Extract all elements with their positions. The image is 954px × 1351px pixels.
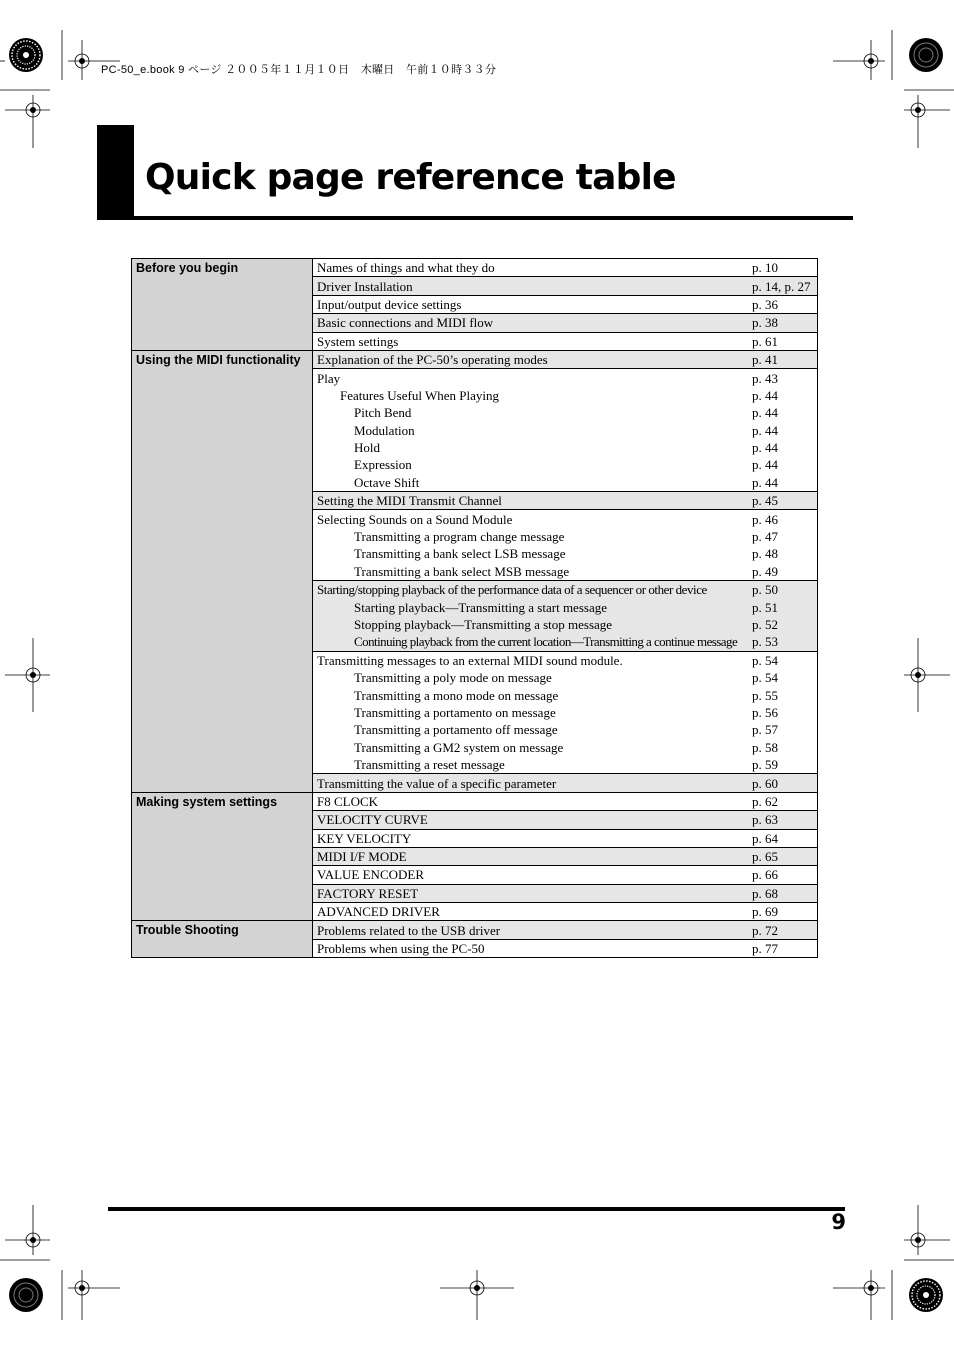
page-ref-cell: p. 38 <box>750 314 818 332</box>
topic-cell: Transmitting a GM2 system on message <box>313 739 751 756</box>
topic-cell: Transmitting a poly mode on message <box>313 669 751 686</box>
page-ref-cell: p. 41 <box>750 350 818 368</box>
page-ref-cell: p. 63 <box>750 811 818 829</box>
section-label: Using the MIDI functionality <box>132 350 313 792</box>
page-ref-cell: p. 57 <box>750 721 818 738</box>
page-ref-cell: p. 44 <box>750 404 818 421</box>
page-ref-cell: p. 47 <box>750 528 818 545</box>
topic-cell: Problems related to the USB driver <box>313 921 751 939</box>
page-ref-cell: p. 77 <box>750 939 818 957</box>
topic-cell: Play <box>313 369 751 387</box>
section-label: Before you begin <box>132 259 313 351</box>
topic-cell: Transmitting a bank select MSB message <box>313 563 751 581</box>
page-ref-cell: p. 64 <box>750 829 818 847</box>
page-ref-cell: p. 54 <box>750 651 818 669</box>
page-ref-cell: p. 44 <box>750 422 818 439</box>
page-ref-cell: p. 58 <box>750 739 818 756</box>
page-ref-cell: p. 51 <box>750 598 818 615</box>
topic-cell: Input/output device settings <box>313 295 751 313</box>
topic-cell: Octave Shift <box>313 474 751 492</box>
topic-cell: Transmitting a portamento on message <box>313 704 751 721</box>
topic-cell: Transmitting a reset message <box>313 756 751 774</box>
topic-cell: Starting playback—Transmitting a start message <box>313 598 751 615</box>
topic-cell: Transmitting the value of a specific parameter <box>313 774 751 792</box>
topic-cell: MIDI I/F MODE <box>313 847 751 865</box>
topic-cell: Names of things and what they do <box>313 259 751 277</box>
topic-cell: Selecting Sounds on a Sound Module <box>313 510 751 528</box>
section-label: Trouble Shooting <box>132 921 313 958</box>
topic-cell: Transmitting a program change message <box>313 528 751 545</box>
page-ref-cell: p. 52 <box>750 616 818 633</box>
page-ref-cell: p. 44 <box>750 456 818 473</box>
page-ref-cell: p. 43 <box>750 369 818 387</box>
page-ref-cell: p. 72 <box>750 921 818 939</box>
section-label: Making system settings <box>132 792 313 921</box>
topic-cell: Features Useful When Playing <box>313 387 751 404</box>
table-row <box>132 259 818 277</box>
topic-cell: Pitch Bend <box>313 404 751 421</box>
topic-cell: Starting/stopping playback of the performance data of a sequencer or other device <box>313 581 751 599</box>
page-number: 9 <box>831 1210 846 1234</box>
topic-cell: Transmitting a portamento off message <box>313 721 751 738</box>
page-ref-cell: p. 46 <box>750 510 818 528</box>
topic-cell: System settings <box>313 332 751 350</box>
topic-cell: VALUE ENCODER <box>313 866 751 884</box>
page-ref-cell: p. 49 <box>750 563 818 581</box>
title-underline-rule <box>97 216 853 220</box>
page-ref-cell: p. 44 <box>750 439 818 456</box>
topic-cell: Expression <box>313 456 751 473</box>
topic-cell: Transmitting messages to an external MIDI sound module. <box>313 651 751 669</box>
topic-cell: Problems when using the PC-50 <box>313 939 751 957</box>
topic-cell: Modulation <box>313 422 751 439</box>
page-ref-cell: p. 48 <box>750 545 818 562</box>
page-ref-cell: p. 60 <box>750 774 818 792</box>
topic-cell: Setting the MIDI Transmit Channel <box>313 492 751 510</box>
topic-cell: Basic connections and MIDI flow <box>313 314 751 332</box>
topic-cell: Explanation of the PC-50’s operating modes <box>313 350 751 368</box>
page-ref-cell: p. 69 <box>750 903 818 921</box>
topic-cell: Hold <box>313 439 751 456</box>
table-row <box>132 921 818 939</box>
topic-cell: Driver Installation <box>313 277 751 295</box>
page-ref-cell: p. 61 <box>750 332 818 350</box>
page-ref-cell: p. 62 <box>750 792 818 810</box>
topic-cell: F8 CLOCK <box>313 792 751 810</box>
page-ref-cell: p. 36 <box>750 295 818 313</box>
topic-cell: ADVANCED DRIVER <box>313 903 751 921</box>
topic-cell: KEY VELOCITY <box>313 829 751 847</box>
page-title: Quick page reference table <box>145 157 676 198</box>
table-row <box>132 792 818 810</box>
title-bar-block <box>97 125 134 219</box>
footer-rule <box>108 1207 845 1211</box>
page-ref-cell: p. 44 <box>750 387 818 404</box>
page-ref-cell: p. 59 <box>750 756 818 774</box>
page-ref-cell: p. 66 <box>750 866 818 884</box>
topic-cell: FACTORY RESET <box>313 884 751 902</box>
page-ref-cell: p. 65 <box>750 847 818 865</box>
page-ref-cell: p. 10 <box>750 259 818 277</box>
print-header-line: PC-50_e.book 9 ページ ２００５年１１月１０日 木曜日 午前１０時３３分 <box>101 64 497 76</box>
topic-cell: Transmitting a bank select LSB message <box>313 545 751 562</box>
page-ref-cell: p. 44 <box>750 474 818 492</box>
page-ref-cell: p. 53 <box>750 633 818 651</box>
topic-cell: VELOCITY CURVE <box>313 811 751 829</box>
topic-cell: Continuing playback from the current location—Transmitting a continue message <box>313 633 751 651</box>
page-ref-cell: p. 45 <box>750 492 818 510</box>
page-ref-cell: p. 55 <box>750 686 818 703</box>
page-ref-cell: p. 68 <box>750 884 818 902</box>
table-row <box>132 350 818 368</box>
page-ref-cell: p. 50 <box>750 581 818 599</box>
topic-cell: Stopping playback—Transmitting a stop message <box>313 616 751 633</box>
reference-table <box>131 258 818 958</box>
topic-cell: Transmitting a mono mode on message <box>313 686 751 703</box>
page-ref-cell: p. 54 <box>750 669 818 686</box>
page-ref-cell: p. 56 <box>750 704 818 721</box>
page-ref-cell: p. 14, p. 27 <box>750 277 818 295</box>
